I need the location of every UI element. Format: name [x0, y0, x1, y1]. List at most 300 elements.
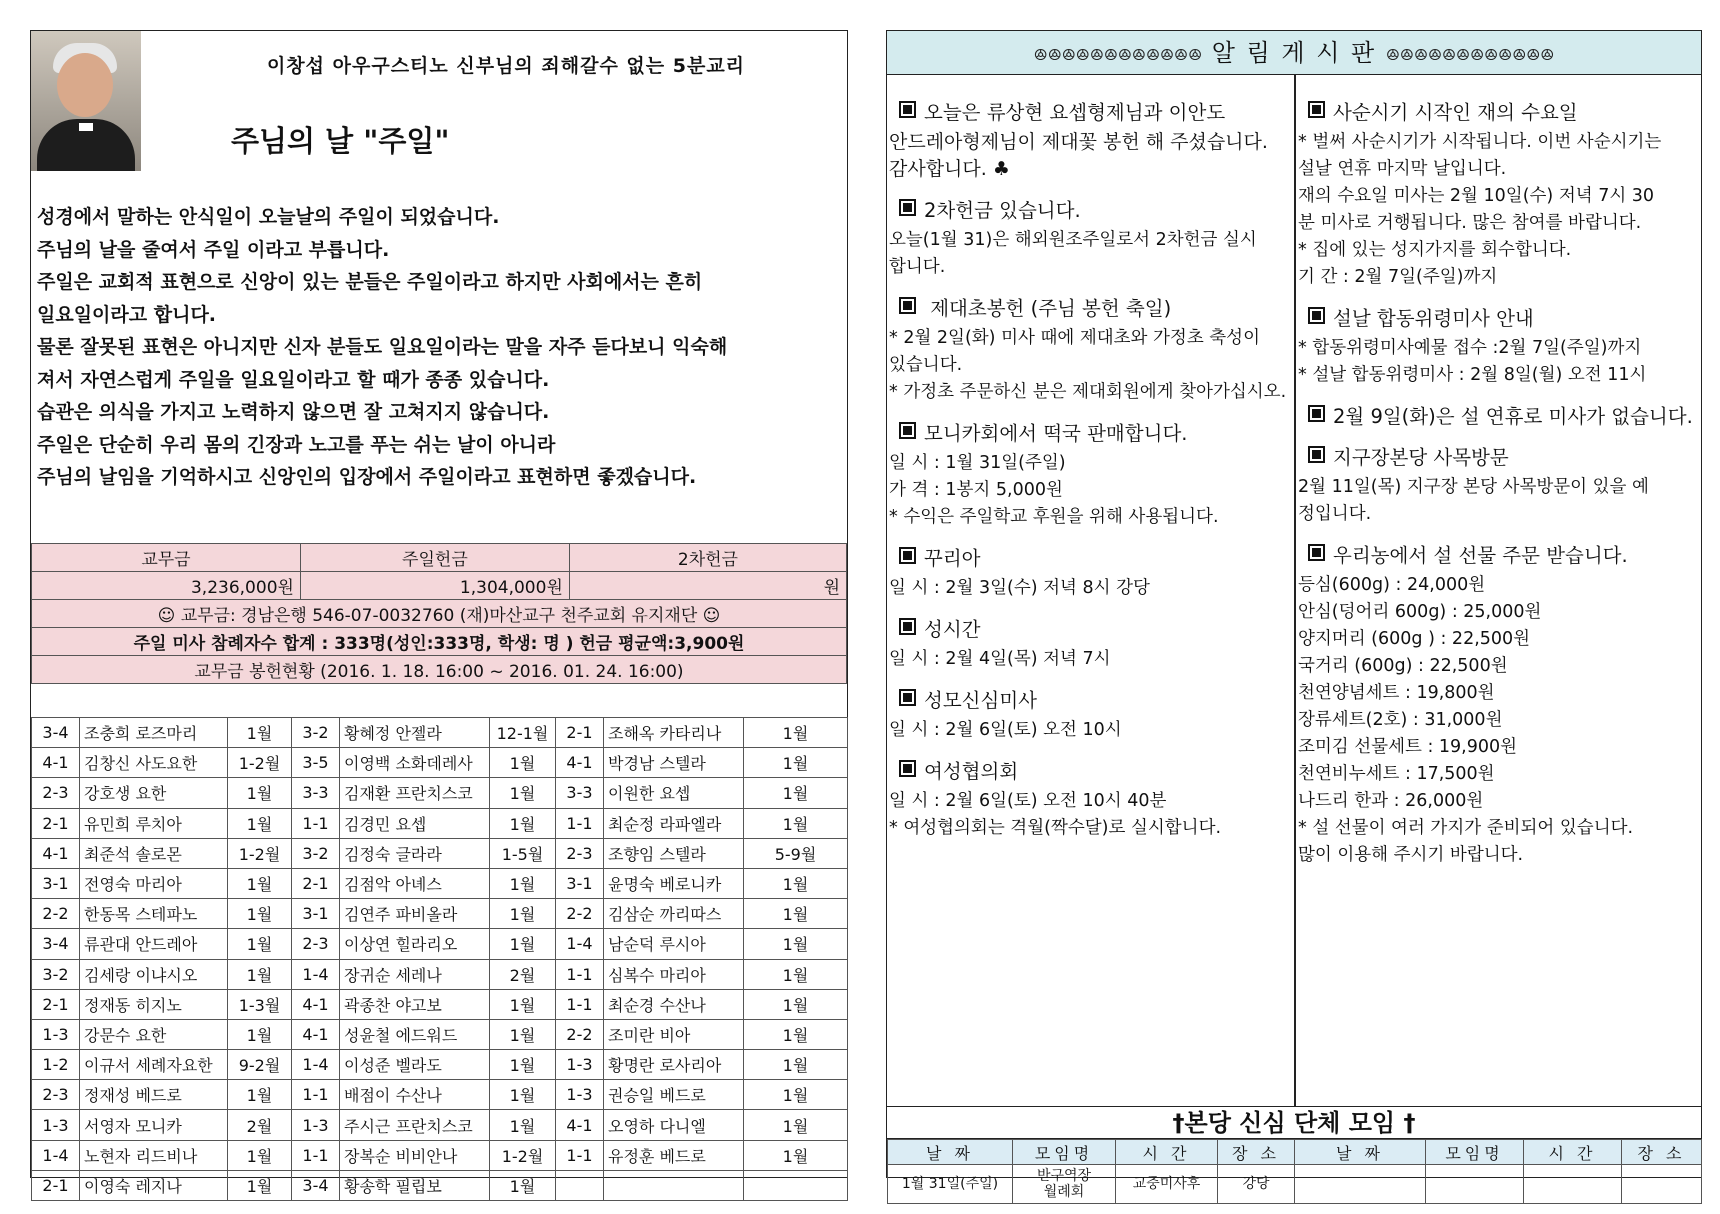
- notice-line: 등심(600g) : 24,000원: [1298, 575, 1486, 595]
- board-title: 알 림 게 시 판: [1211, 39, 1377, 67]
- tithe-status-title: 교무금 봉헌현황 (2016. 1. 18. 16:00 ~ 2016. 01. 24. 16:00): [32, 656, 847, 684]
- name-cell: 권승일 베드로: [604, 1080, 744, 1110]
- notice-line: 안드레아형제님이 제대꽃 봉헌 해 주셨습니다.: [889, 131, 1268, 153]
- account-info: ☺ 교무금: 경남은행 546-07-0032760 (재)마산교구 천주교회 유지재단 ☺: [32, 600, 847, 628]
- district-cell: 2-1: [32, 989, 80, 1019]
- month-cell: 1월: [490, 929, 556, 959]
- month-cell: 9-2월: [228, 1050, 292, 1080]
- square-bullet-icon: [899, 297, 916, 314]
- name-cell: 김삼순 까리따스: [604, 899, 744, 929]
- district-cell: 4-1: [292, 1019, 340, 1049]
- sermon-heading: 주님의 날 "주일": [231, 124, 450, 158]
- district-cell: 1-3: [556, 1080, 604, 1110]
- name-cell: 류관대 안드레아: [80, 929, 228, 959]
- notice-line: * 설 선물이 여러 가지가 준비되어 있습니다.: [1298, 818, 1634, 838]
- name-cell: 최순정 라파엘라: [604, 808, 744, 838]
- table-row: [32, 1110, 848, 1140]
- name-cell: 남순덕 루시아: [604, 929, 744, 959]
- table-row: [32, 718, 848, 748]
- notice-title: [1308, 403, 1697, 430]
- notice-column-left: [887, 75, 1292, 1106]
- notice-line: * 설날 합동위령미사 : 2월 8일(월) 오전 11시: [1298, 365, 1647, 385]
- notice-line: * 가정초 주문하신 분은 제대회원에게 찾아가십시오.: [889, 382, 1287, 402]
- notice-line: 양지머리 (600g ) : 22,500원: [1298, 629, 1531, 649]
- month-cell: 2월: [490, 959, 556, 989]
- name-cell: 김창신 사도요한: [80, 748, 228, 778]
- district-cell: 2-3: [292, 929, 340, 959]
- notice-title-text: 2차헌금 있습니다.: [924, 199, 1081, 222]
- table-row: [32, 929, 848, 959]
- table-row: [32, 989, 848, 1019]
- notice-item: [1298, 403, 1697, 430]
- name-cell: 이영숙 레지나: [80, 1170, 228, 1200]
- district-cell: 2-1: [556, 718, 604, 748]
- month-cell: 1-2월: [490, 1140, 556, 1170]
- notice-line: 일 시 : 2월 6일(토) 오전 10시 40분: [889, 791, 1167, 811]
- district-cell: 3-1: [32, 868, 80, 898]
- notice-title-text: 성모신심미사: [924, 689, 1038, 712]
- notice-line: * 2월 2일(화) 미사 때에 제대초와 가정초 축성이: [889, 328, 1260, 348]
- sermon-line: 주일은 교회적 표현으로 신앙이 있는 분들은 주일이라고 하지만 사회에서는 흔히: [37, 271, 703, 293]
- notice-title: [899, 99, 1290, 126]
- name-cell: 이규서 세례자요한: [80, 1050, 228, 1080]
- sermon-line: 일요일이라고 합니다.: [37, 303, 217, 326]
- district-cell: 2-2: [32, 899, 80, 929]
- district-cell: 3-2: [292, 718, 340, 748]
- name-cell: 한동목 스테파노: [80, 899, 228, 929]
- district-cell: 2-3: [32, 778, 80, 808]
- district-cell: 4-1: [292, 989, 340, 1019]
- name-cell: 강호생 요한: [80, 778, 228, 808]
- priest-photo: [31, 31, 141, 171]
- sermon-page: [30, 30, 848, 1196]
- name-cell: 배점이 수산나: [340, 1080, 490, 1110]
- notice-column-right: [1295, 75, 1701, 1106]
- district-cell: 2-3: [556, 838, 604, 868]
- group-cell: [1524, 1165, 1622, 1204]
- district-cell: 1-1: [556, 808, 604, 838]
- notice-line: * 여성협의회는 격월(짝수달)로 실시합니다.: [889, 818, 1222, 838]
- group-header-cell: 시 간: [1524, 1140, 1622, 1165]
- table-row: [32, 959, 848, 989]
- name-cell: 주시근 프란치스코: [340, 1110, 490, 1140]
- district-cell: 4-1: [32, 838, 80, 868]
- district-cell: 1-3: [32, 1019, 80, 1049]
- name-cell: 황혜정 안젤라: [340, 718, 490, 748]
- name-cell: 이원한 요셉: [604, 778, 744, 808]
- group-header-cell: 모임명: [1426, 1140, 1524, 1165]
- notice-item: [889, 758, 1290, 842]
- finance-header: 2차헌금: [569, 544, 846, 572]
- month-cell: 1월: [228, 1170, 292, 1200]
- month-cell: 1월: [744, 1140, 848, 1170]
- group-cell: [1295, 1165, 1426, 1204]
- group-header-cell: 시 간: [1116, 1140, 1218, 1165]
- sermon-line: 져서 자연스럽게 주일을 일요일이라고 할 때가 종종 있습니다.: [37, 368, 550, 391]
- group-header-row: [888, 1140, 1702, 1165]
- name-cell: 정재동 히지노: [80, 989, 228, 1019]
- name-cell: 정재성 베드로: [80, 1080, 228, 1110]
- notice-line: 분 미사로 거행됩니다. 많은 참여를 바랍니다.: [1298, 213, 1642, 233]
- name-cell: 오영하 다니엘: [604, 1110, 744, 1140]
- square-bullet-icon: [899, 689, 916, 706]
- group-cell: 1월 31일(주일): [888, 1165, 1013, 1204]
- month-cell: 1월: [490, 808, 556, 838]
- table-row: [32, 778, 848, 808]
- sermon-line: 주님의 날임을 기억하시고 신앙인의 입장에서 주일이라고 표현하면 좋겠습니다.: [37, 466, 697, 488]
- group-cell: [1622, 1165, 1702, 1204]
- notice-item: [1298, 444, 1697, 528]
- district-cell: 3-4: [32, 718, 80, 748]
- notice-item: [1298, 305, 1697, 389]
- finance-table: [31, 543, 847, 684]
- month-cell: 1월: [744, 868, 848, 898]
- month-cell: 1월: [490, 1080, 556, 1110]
- district-cell: 2-1: [32, 1170, 80, 1200]
- month-cell: 1월: [490, 1170, 556, 1200]
- notice-title: [899, 295, 1290, 322]
- notice-title: [1308, 305, 1697, 332]
- district-cell: 1-1: [292, 1080, 340, 1110]
- square-bullet-icon: [1308, 307, 1325, 324]
- table-row: [888, 1165, 1702, 1204]
- district-cell: 1-4: [556, 929, 604, 959]
- notice-line: * 합동위령미사예물 접수 :2월 7일(주일)까지: [1298, 338, 1642, 358]
- month-cell: 1월: [490, 748, 556, 778]
- notice-line: 오늘(1월 31)은 해외원조주일로서 2차헌금 실시: [889, 230, 1257, 250]
- group-meeting-title: †본당 신심 단체 모임 †: [887, 1106, 1701, 1139]
- month-cell: [744, 1170, 848, 1200]
- month-cell: 1월: [744, 1019, 848, 1049]
- district-cell: 1-1: [292, 1140, 340, 1170]
- district-cell: 4-1: [556, 748, 604, 778]
- notice-title-text: 지구장본당 사목방문: [1333, 446, 1509, 469]
- district-cell: 1-4: [292, 1050, 340, 1080]
- month-cell: 1월: [744, 1080, 848, 1110]
- name-cell: 김점악 아녜스: [340, 868, 490, 898]
- name-cell: 이영백 소화데레사: [340, 748, 490, 778]
- notice-line: 많이 이용해 주시기 바랍니다.: [1298, 845, 1524, 865]
- board-title-bar: [887, 31, 1701, 75]
- notice-item: [1298, 99, 1697, 291]
- table-row: [32, 1140, 848, 1170]
- sermon-line: 습관은 의식을 가지고 노력하지 않으면 잘 고쳐지지 않습니다.: [37, 401, 550, 423]
- district-cell: 4-1: [556, 1110, 604, 1140]
- month-cell: 12-1월: [490, 718, 556, 748]
- month-cell: 1월: [228, 778, 292, 808]
- name-cell: 박경남 스텔라: [604, 748, 744, 778]
- table-row: [32, 808, 848, 838]
- name-cell: 조해옥 카타리나: [604, 718, 744, 748]
- district-cell: 1-2: [32, 1050, 80, 1080]
- notice-line: 2월 11일(목) 지구장 본당 사목방문이 있을 예: [1298, 477, 1649, 497]
- district-cell: 3-1: [556, 868, 604, 898]
- notice-line: 감사합니다. ♣: [889, 158, 1010, 180]
- notice-line: 천연비누세트 : 17,500원: [1298, 764, 1495, 784]
- square-bullet-icon: [899, 199, 916, 216]
- square-bullet-icon: [1308, 544, 1325, 561]
- district-cell: 3-3: [556, 778, 604, 808]
- square-bullet-icon: [899, 101, 916, 118]
- group-cell: [1426, 1165, 1524, 1204]
- name-cell: 심복수 마리아: [604, 959, 744, 989]
- district-cell: 3-4: [292, 1170, 340, 1200]
- name-cell: 조향임 스텔라: [604, 838, 744, 868]
- month-cell: 1월: [744, 808, 848, 838]
- square-bullet-icon: [899, 422, 916, 439]
- notice-line: 일 시 : 2월 6일(토) 오전 10시: [889, 720, 1122, 740]
- district-cell: 3-5: [292, 748, 340, 778]
- district-cell: 2-3: [32, 1080, 80, 1110]
- name-cell: [604, 1170, 744, 1200]
- district-cell: 1-4: [32, 1140, 80, 1170]
- notice-line: 합니다.: [889, 257, 946, 277]
- notice-line: 안심(덩어리 600g) : 25,000원: [1298, 602, 1542, 622]
- name-cell: 장복순 비비안나: [340, 1140, 490, 1170]
- square-bullet-icon: [899, 547, 916, 564]
- district-cell: 1-1: [556, 1140, 604, 1170]
- name-cell: 김연주 파비올라: [340, 899, 490, 929]
- notice-line: 일 시 : 1월 31일(주일): [889, 453, 1066, 473]
- notice-line: 일 시 : 2월 4일(목) 저녁 7시: [889, 649, 1111, 669]
- notice-board-page: [886, 30, 1702, 1200]
- sermon-line: 주일은 단순히 우리 몸의 긴장과 노고를 푸는 쉬는 날이 아니라: [37, 433, 556, 456]
- board-deco-right: ꔮꔮꔮꔮꔮꔮꔮꔮꔮꔮꔮꔮ: [1385, 45, 1555, 66]
- notice-line: 정입니다.: [1298, 504, 1372, 524]
- table-row: [32, 1019, 848, 1049]
- notice-item: [889, 420, 1290, 531]
- name-cell: 강문수 요한: [80, 1019, 228, 1049]
- table-row: [32, 1050, 848, 1080]
- name-cell: 윤명숙 베로니카: [604, 868, 744, 898]
- month-cell: 1월: [744, 718, 848, 748]
- month-cell: 1월: [490, 868, 556, 898]
- district-cell: 2-2: [556, 899, 604, 929]
- sermon-line: 성경에서 말하는 안식일이 오늘날의 주일이 되었습니다.: [37, 206, 500, 228]
- notice-line: 가 격 : 1봉지 5,000원: [889, 480, 1063, 500]
- name-cell: 곽종찬 야고보: [340, 989, 490, 1019]
- notice-title-text: 제대초봉헌 (주님 봉헌 축일): [924, 297, 1172, 320]
- month-cell: 1월: [228, 1019, 292, 1049]
- district-cell: 1-1: [556, 959, 604, 989]
- table-row: [32, 899, 848, 929]
- notice-item: [889, 99, 1290, 183]
- notice-title-text: 2월 9일(화)은 설 연휴로 미사가 없습니다.: [1333, 405, 1693, 428]
- notice-title: [899, 197, 1290, 224]
- notice-title: [1308, 542, 1697, 569]
- district-cell: [556, 1170, 604, 1200]
- district-cell: 1-1: [556, 989, 604, 1019]
- district-cell: 1-1: [292, 808, 340, 838]
- finance-amount: 3,236,000원: [32, 572, 301, 600]
- group-cell: 반구역장 월례회: [1013, 1165, 1116, 1204]
- notice-line: 설날 연휴 마지막 날입니다.: [1298, 159, 1507, 179]
- month-cell: 1월: [490, 1110, 556, 1140]
- district-cell: 3-3: [292, 778, 340, 808]
- month-cell: 1월: [490, 989, 556, 1019]
- attendance-summary: 주일 미사 참례자수 합계 : 333명(성인:333명, 학생: 명 ) 헌금 평균액:3,900원: [32, 628, 847, 656]
- table-row: [32, 868, 848, 898]
- month-cell: 1월: [744, 1050, 848, 1080]
- month-cell: 1월: [744, 989, 848, 1019]
- notice-title-text: 사순시기 시작인 재의 수요일: [1333, 101, 1578, 124]
- notice-title-text: 설날 합동위령미사 안내: [1333, 307, 1534, 330]
- square-bullet-icon: [1308, 405, 1325, 422]
- group-header-cell: 장 소: [1622, 1140, 1702, 1165]
- table-row: [32, 838, 848, 868]
- sermon-body: [37, 201, 842, 494]
- group-cell: 교중미사후: [1116, 1165, 1218, 1204]
- square-bullet-icon: [1308, 446, 1325, 463]
- notice-line: 재의 수요일 미사는 2월 10일(수) 저녁 7시 30: [1298, 186, 1655, 206]
- notice-item: [889, 545, 1290, 602]
- notice-title-text: 성시간: [924, 618, 981, 641]
- table-row: [32, 1080, 848, 1110]
- notice-item: [1298, 542, 1697, 869]
- district-cell: 4-1: [32, 748, 80, 778]
- notice-line: 국거리 (600g) : 22,500원: [1298, 656, 1508, 676]
- month-cell: 1월: [490, 1019, 556, 1049]
- notice-title-text: 우리농에서 설 선물 주문 받습니다.: [1333, 544, 1628, 567]
- district-cell: 3-2: [32, 959, 80, 989]
- name-cell: 이상연 힐라리오: [340, 929, 490, 959]
- name-cell: 황송학 필립보: [340, 1170, 490, 1200]
- name-cell: 김세랑 이냐시오: [80, 959, 228, 989]
- month-cell: 1-5월: [490, 838, 556, 868]
- month-cell: 1월: [744, 778, 848, 808]
- month-cell: 1월: [490, 899, 556, 929]
- group-cell: 강당: [1218, 1165, 1295, 1204]
- notice-title-text: 모니카회에서 떡국 판매합니다.: [924, 422, 1188, 445]
- notice-line: * 수익은 주일학교 후원을 위해 사용됩니다.: [889, 507, 1219, 527]
- district-cell: 3-1: [292, 899, 340, 929]
- month-cell: 1월: [228, 808, 292, 838]
- lecture-title: 이창섭 아우구스티노 신부님의 죄해갈수 없는 5분교리: [266, 55, 746, 77]
- name-cell: 최준석 솔로몬: [80, 838, 228, 868]
- group-header-cell: 날 짜: [888, 1140, 1013, 1165]
- district-cell: 1-3: [292, 1110, 340, 1140]
- notice-title: [899, 420, 1290, 447]
- sermon-line: 물론 잘못된 표현은 아니지만 신자 분들도 일요일이라는 말을 자주 듣다보니 익숙해: [37, 336, 728, 358]
- notice-line: * 벌써 사순시기가 시작됩니다. 이번 사순시기는: [1298, 132, 1662, 152]
- name-cell: 서영자 모니카: [80, 1110, 228, 1140]
- name-cell: 전영숙 마리아: [80, 868, 228, 898]
- finance-amount: 원: [569, 572, 846, 600]
- notice-line: 나드리 한과 : 26,000원: [1298, 791, 1484, 811]
- notice-title-text: 여성협의회: [924, 760, 1019, 783]
- name-cell: 황명란 로사리아: [604, 1050, 744, 1080]
- month-cell: 1월: [744, 748, 848, 778]
- group-header-cell: 날 짜: [1295, 1140, 1426, 1165]
- district-cell: 3-2: [292, 838, 340, 868]
- notice-line: * 집에 있는 성지가지를 회수합니다.: [1298, 240, 1572, 260]
- name-cell: 김재환 프란치스코: [340, 778, 490, 808]
- month-cell: 1월: [228, 929, 292, 959]
- name-cell: 성윤철 에드워드: [340, 1019, 490, 1049]
- district-cell: 2-1: [292, 868, 340, 898]
- notice-title: [1308, 99, 1697, 126]
- square-bullet-icon: [899, 618, 916, 635]
- notice-item: [889, 295, 1290, 406]
- finance-header: 교무금: [32, 544, 301, 572]
- notice-title: [1308, 444, 1697, 471]
- name-cell: 유정훈 베드로: [604, 1140, 744, 1170]
- month-cell: 1월: [228, 899, 292, 929]
- notice-line: 조미김 선물세트 : 19,900원: [1298, 737, 1518, 757]
- group-header-cell: 모임명: [1013, 1140, 1116, 1165]
- district-cell: 2-2: [556, 1019, 604, 1049]
- notice-title: [899, 687, 1290, 714]
- month-cell: 5-9월: [744, 838, 848, 868]
- square-bullet-icon: [1308, 101, 1325, 118]
- district-cell: 1-4: [292, 959, 340, 989]
- month-cell: 1월: [744, 1110, 848, 1140]
- month-cell: 1월: [744, 959, 848, 989]
- month-cell: 1월: [228, 1080, 292, 1110]
- district-cell: 1-3: [556, 1050, 604, 1080]
- month-cell: 1월: [228, 718, 292, 748]
- name-cell: 조충희 로즈마리: [80, 718, 228, 748]
- notice-item: [889, 687, 1290, 744]
- name-cell: 김경민 요셉: [340, 808, 490, 838]
- month-cell: 1월: [744, 899, 848, 929]
- month-cell: 1월: [490, 1050, 556, 1080]
- table-row: [32, 748, 848, 778]
- notice-line: 있습니다.: [889, 355, 963, 375]
- month-cell: 1월: [744, 929, 848, 959]
- notice-title: [899, 616, 1290, 643]
- name-cell: 장귀순 세레나: [340, 959, 490, 989]
- month-cell: 2월: [228, 1110, 292, 1140]
- month-cell: 1월: [490, 778, 556, 808]
- table-row: [32, 1170, 848, 1200]
- month-cell: 1월: [228, 959, 292, 989]
- month-cell: 1월: [228, 868, 292, 898]
- notice-line: 장류세트(2호) : 31,000원: [1298, 710, 1503, 730]
- notice-line: 천연양념세트 : 19,800원: [1298, 683, 1495, 703]
- finance-amount: 1,304,000원: [300, 572, 569, 600]
- name-cell: 이성준 벨라도: [340, 1050, 490, 1080]
- group-meeting-table: [887, 1139, 1702, 1204]
- finance-header: 주일헌금: [300, 544, 569, 572]
- name-cell: 유민희 루치아: [80, 808, 228, 838]
- notice-item: [889, 197, 1290, 281]
- square-bullet-icon: [899, 760, 916, 777]
- month-cell: 1월: [228, 1140, 292, 1170]
- month-cell: 1-3월: [228, 989, 292, 1019]
- board-deco-left: ꔮꔮꔮꔮꔮꔮꔮꔮꔮꔮꔮꔮ: [1033, 45, 1203, 66]
- tithe-table: [31, 717, 848, 1201]
- district-cell: 2-1: [32, 808, 80, 838]
- notice-title: [899, 758, 1290, 785]
- notice-title-text: 오늘은 류상현 요셉형제님과 이안도: [924, 101, 1226, 124]
- district-cell: 1-3: [32, 1110, 80, 1140]
- notice-title: [899, 545, 1290, 572]
- notice-item: [889, 616, 1290, 673]
- notice-line: 일 시 : 2월 3일(수) 저녁 8시 강당: [889, 578, 1150, 598]
- sermon-line: 주님의 날을 줄여서 주일 이라고 부릅니다.: [37, 238, 390, 261]
- name-cell: 최순경 수산나: [604, 989, 744, 1019]
- month-cell: 1-2월: [228, 838, 292, 868]
- group-header-cell: 장 소: [1218, 1140, 1295, 1165]
- name-cell: 김정숙 글라라: [340, 838, 490, 868]
- notice-line: 기 간 : 2월 7일(주일)까지: [1298, 267, 1498, 287]
- name-cell: 조미란 비아: [604, 1019, 744, 1049]
- notice-title-text: 꾸리아: [924, 547, 981, 570]
- district-cell: 3-4: [32, 929, 80, 959]
- month-cell: 1-2월: [228, 748, 292, 778]
- name-cell: 노현자 리드비나: [80, 1140, 228, 1170]
